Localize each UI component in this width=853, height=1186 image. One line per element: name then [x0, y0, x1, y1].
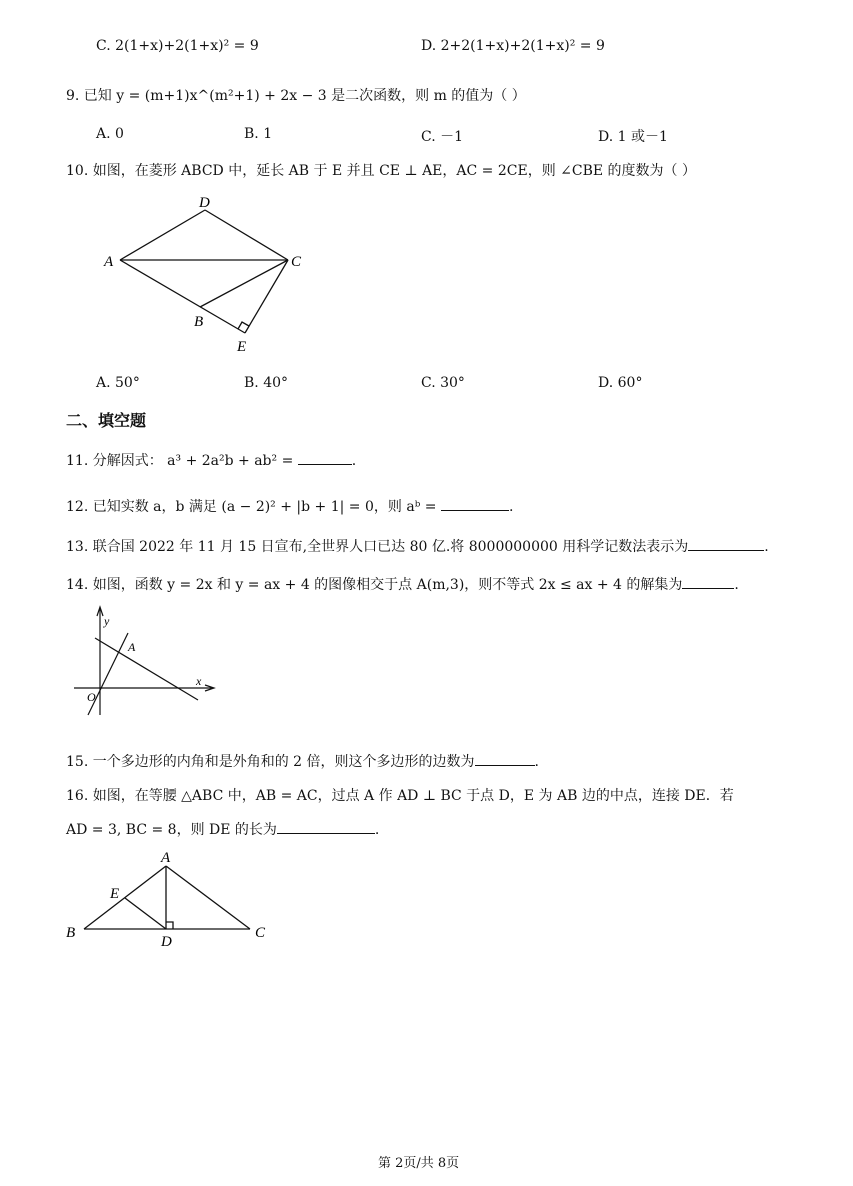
- rhombus-figure: [95, 188, 325, 358]
- q8-option-d[interactable]: D. 2+2(1+x)+2(1+x)² = 9: [421, 38, 605, 54]
- q15-answer-blank[interactable]: [475, 751, 535, 766]
- label-a: A: [161, 850, 171, 866]
- q15-text: 15. 一个多边形的内角和是外角和的 2 倍，则这个多边形的边数为: [66, 754, 475, 770]
- label-b: B: [194, 314, 204, 330]
- label-d: D: [199, 195, 210, 211]
- label-d: D: [161, 934, 172, 948]
- q11: 11. 分解因式： a³ + 2a²b + ab² = .: [66, 450, 356, 470]
- label-b: B: [66, 925, 76, 941]
- q10-stem: 10. 如图，在菱形 ABCD 中，延长 AB 于 E 并且 CE ⊥ AE，AC = 2CE，则 ∠CBE 的度数为（ ）: [66, 163, 696, 179]
- label-e: E: [110, 886, 120, 902]
- q9-stem: 9. 已知 y = (m+1)x^(m²+1) + 2x − 3 是二次函数，则 m 的值为（ ）: [66, 88, 526, 104]
- label-a: A: [104, 254, 114, 270]
- graph-figure: [70, 603, 220, 723]
- section-title: 二、填空题: [66, 411, 147, 430]
- q13-text: 13. 联合国 2022 年 11 月 15 日宣布,全世界人口已达 80 亿.将 8000000000 用科学记数法表示为: [66, 539, 689, 555]
- q10-option-b[interactable]: B. 40°: [244, 375, 289, 391]
- label-point-a: A: [128, 640, 136, 654]
- q9-option-d[interactable]: D. 1 或－1: [598, 129, 668, 145]
- q9-option-b[interactable]: B. 1: [244, 126, 273, 142]
- q12-text: 12. 已知实数 a，b 满足 (a − 2)² + |b + 1| = 0，则 aᵇ =: [66, 499, 437, 515]
- label-y: y: [104, 614, 110, 628]
- q16-line1: 16. 如图，在等腰 △ABC 中，AB = AC，过点 A 作 AD ⊥ BC 于点 D，E 为 AB 边的中点，连接 DE．若: [66, 788, 734, 804]
- q12-answer-blank[interactable]: [441, 496, 509, 511]
- q14-answer-blank[interactable]: [682, 574, 734, 589]
- label-c: C: [255, 925, 266, 941]
- q11-answer-blank[interactable]: [298, 450, 352, 465]
- label-c: C: [291, 254, 302, 270]
- q14: 14. 如图，函数 y = 2x 和 y = ax + 4 的图像相交于点 A(m,3)，则不等式 2x ≤ ax + 4 的解集为 .: [66, 574, 739, 594]
- q11-text: 11. 分解因式： a³ + 2a²b + ab² =: [66, 453, 294, 469]
- label-e: E: [237, 339, 247, 355]
- q9-option-c[interactable]: C. －1: [421, 129, 464, 145]
- q10-option-d[interactable]: D. 60°: [598, 375, 643, 391]
- triangle-figure: [60, 848, 280, 948]
- q8-option-c[interactable]: C. 2(1+x)+2(1+x)² = 9: [96, 38, 259, 54]
- label-x: x: [196, 674, 202, 688]
- q12: 12. 已知实数 a，b 满足 (a − 2)² + |b + 1| = 0，则 aᵇ = .: [66, 496, 513, 516]
- q10-option-a[interactable]: A. 50°: [96, 375, 140, 391]
- q16-answer-blank[interactable]: [277, 819, 375, 834]
- q10-option-c[interactable]: C. 30°: [421, 375, 465, 391]
- label-o: O: [87, 690, 96, 704]
- q13-answer-blank[interactable]: [688, 536, 764, 551]
- q14-text: 14. 如图，函数 y = 2x 和 y = ax + 4 的图像相交于点 A(m,3)，则不等式 2x ≤ ax + 4 的解集为: [66, 577, 683, 593]
- q13: 13. 联合国 2022 年 11 月 15 日宣布,全世界人口已达 80 亿.将 8000000000 用科学记数法表示为 .: [66, 536, 769, 556]
- q15: 15. 一个多边形的内角和是外角和的 2 倍，则这个多边形的边数为 .: [66, 751, 539, 771]
- page-number: 第 2页/共 8页: [378, 1156, 460, 1171]
- q16-line2: AD = 3, BC = 8，则 DE 的长为 .: [66, 819, 379, 839]
- q9-option-a[interactable]: A. 0: [96, 126, 124, 142]
